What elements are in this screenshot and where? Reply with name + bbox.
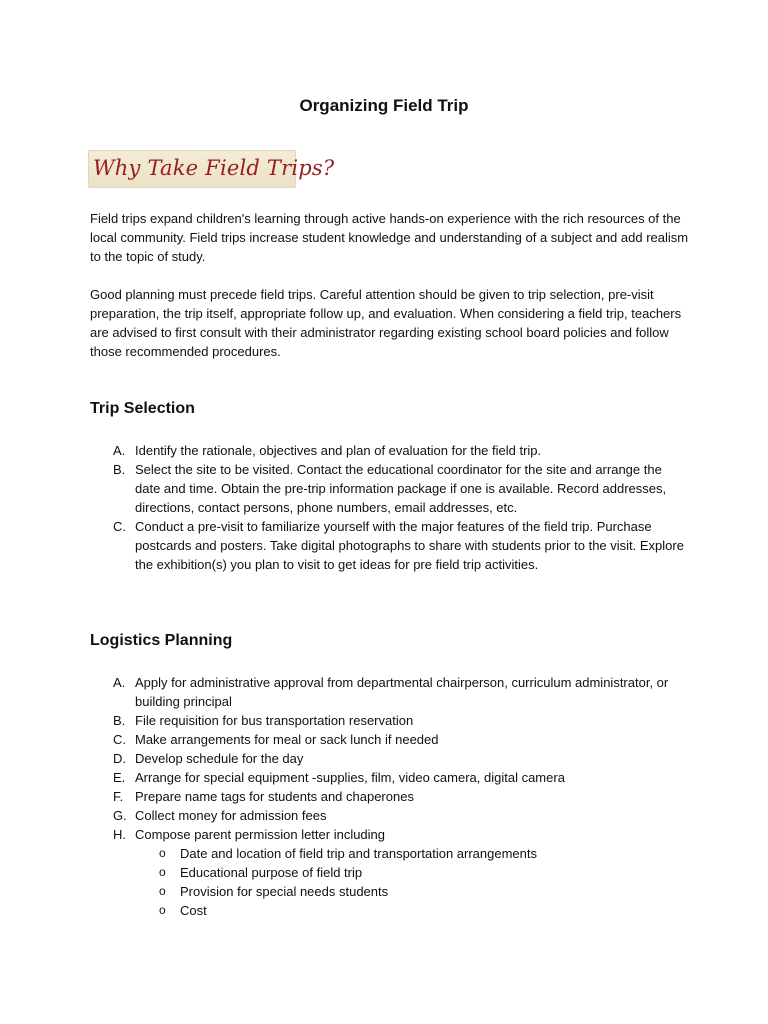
list-item bbox=[90, 749, 690, 768]
list-item bbox=[90, 768, 690, 787]
list-marker: G. bbox=[113, 808, 127, 823]
bullet-marker: o bbox=[159, 903, 166, 917]
list-item bbox=[90, 673, 690, 711]
list-item bbox=[90, 787, 690, 806]
list-item bbox=[90, 730, 690, 749]
sub-list-container bbox=[90, 844, 690, 920]
sub-list-item-text: Date and location of field trip and transportation arrangements bbox=[180, 846, 537, 861]
banner-text: Why Take Field Trips? bbox=[93, 156, 335, 180]
list-item-text: Develop schedule for the day bbox=[135, 751, 304, 766]
list-item-text: Prepare name tags for students and chaperones bbox=[135, 789, 414, 804]
intro-paragraph-2: Good planning must precede field trips. Careful attention should be given to trip selection, pre-visit preparation, the trip itself, appropriate follow up, and evaluation. When considering a field trip, teachers are advised to first consult with their administrator regarding existing school board policies and follow those recommended procedures. bbox=[90, 287, 682, 359]
list-item-text: Identify the rationale, objectives and plan of evaluation for the field trip. bbox=[135, 443, 542, 458]
intro-paragraph-1: Field trips expand children's learning through active hands-on experience with the rich resources of the local community. Field trips increase student knowledge and understanding of a subject and add realism to the topic of study. bbox=[90, 211, 689, 264]
sub-list-item bbox=[90, 882, 690, 901]
list-item bbox=[90, 517, 690, 574]
trip-selection-list bbox=[90, 441, 690, 574]
bullet-marker: o bbox=[159, 884, 166, 898]
list-marker: E. bbox=[113, 770, 126, 785]
trip-selection-heading: Trip Selection bbox=[90, 400, 195, 417]
sub-list-item-text: Cost bbox=[180, 903, 207, 918]
list-item-text: File requisition for bus transportation reservation bbox=[135, 713, 414, 728]
sub-list-item bbox=[90, 863, 690, 882]
list-item bbox=[90, 806, 690, 825]
list-item-text: Arrange for special equipment -supplies, film, video camera, digital camera bbox=[135, 770, 565, 785]
sub-list-item-text: Provision for special needs students bbox=[180, 884, 389, 899]
sub-list-item-text: Educational purpose of field trip bbox=[180, 865, 363, 880]
list-marker: C. bbox=[113, 732, 126, 747]
permission-letter-sub-list bbox=[90, 844, 690, 920]
list-item bbox=[90, 460, 690, 517]
logistics-planning-heading: Logistics Planning bbox=[90, 632, 233, 649]
list-item-text: Select the site to be visited. Contact the educational coordinator for the site and arrange the date and time. Obtain the pre-trip information package if one is available. Record addresses, directions, contact persons, phone numbers, email addresses, etc. bbox=[135, 462, 667, 515]
logistics-planning-list bbox=[90, 673, 690, 920]
list-marker: C. bbox=[113, 519, 126, 534]
list-marker: H. bbox=[113, 827, 126, 842]
sub-list-item bbox=[90, 844, 690, 863]
sub-list-item bbox=[90, 901, 690, 920]
list-item-text: Compose parent permission letter including bbox=[135, 827, 386, 842]
list-marker: D. bbox=[113, 751, 126, 766]
list-item-text: Make arrangements for meal or sack lunch if needed bbox=[135, 732, 439, 747]
list-item-text: Conduct a pre-visit to familiarize yourself with the major features of the field trip. Purchase postcards and posters. Take digital photographs to share with students prior to the visit. Explore the exhibition(s) you plan to visit to get ideas for pre field trip activities. bbox=[135, 519, 684, 572]
page-title: Organizing Field Trip bbox=[299, 96, 469, 115]
list-item-text: Collect money for admission fees bbox=[135, 808, 327, 823]
bullet-marker: o bbox=[159, 865, 166, 879]
list-marker: F. bbox=[113, 789, 124, 804]
list-item bbox=[90, 441, 690, 460]
list-item bbox=[90, 825, 690, 844]
list-marker: A. bbox=[113, 443, 126, 458]
list-marker: B. bbox=[113, 713, 126, 728]
list-item bbox=[90, 711, 690, 730]
bullet-marker: o bbox=[159, 846, 166, 860]
list-marker: A. bbox=[113, 675, 126, 690]
why-take-field-trips-banner bbox=[88, 150, 335, 188]
list-item-text: Apply for administrative approval from departmental chairperson, curriculum administrator, or building principal bbox=[135, 675, 669, 709]
list-marker: B. bbox=[113, 462, 126, 477]
